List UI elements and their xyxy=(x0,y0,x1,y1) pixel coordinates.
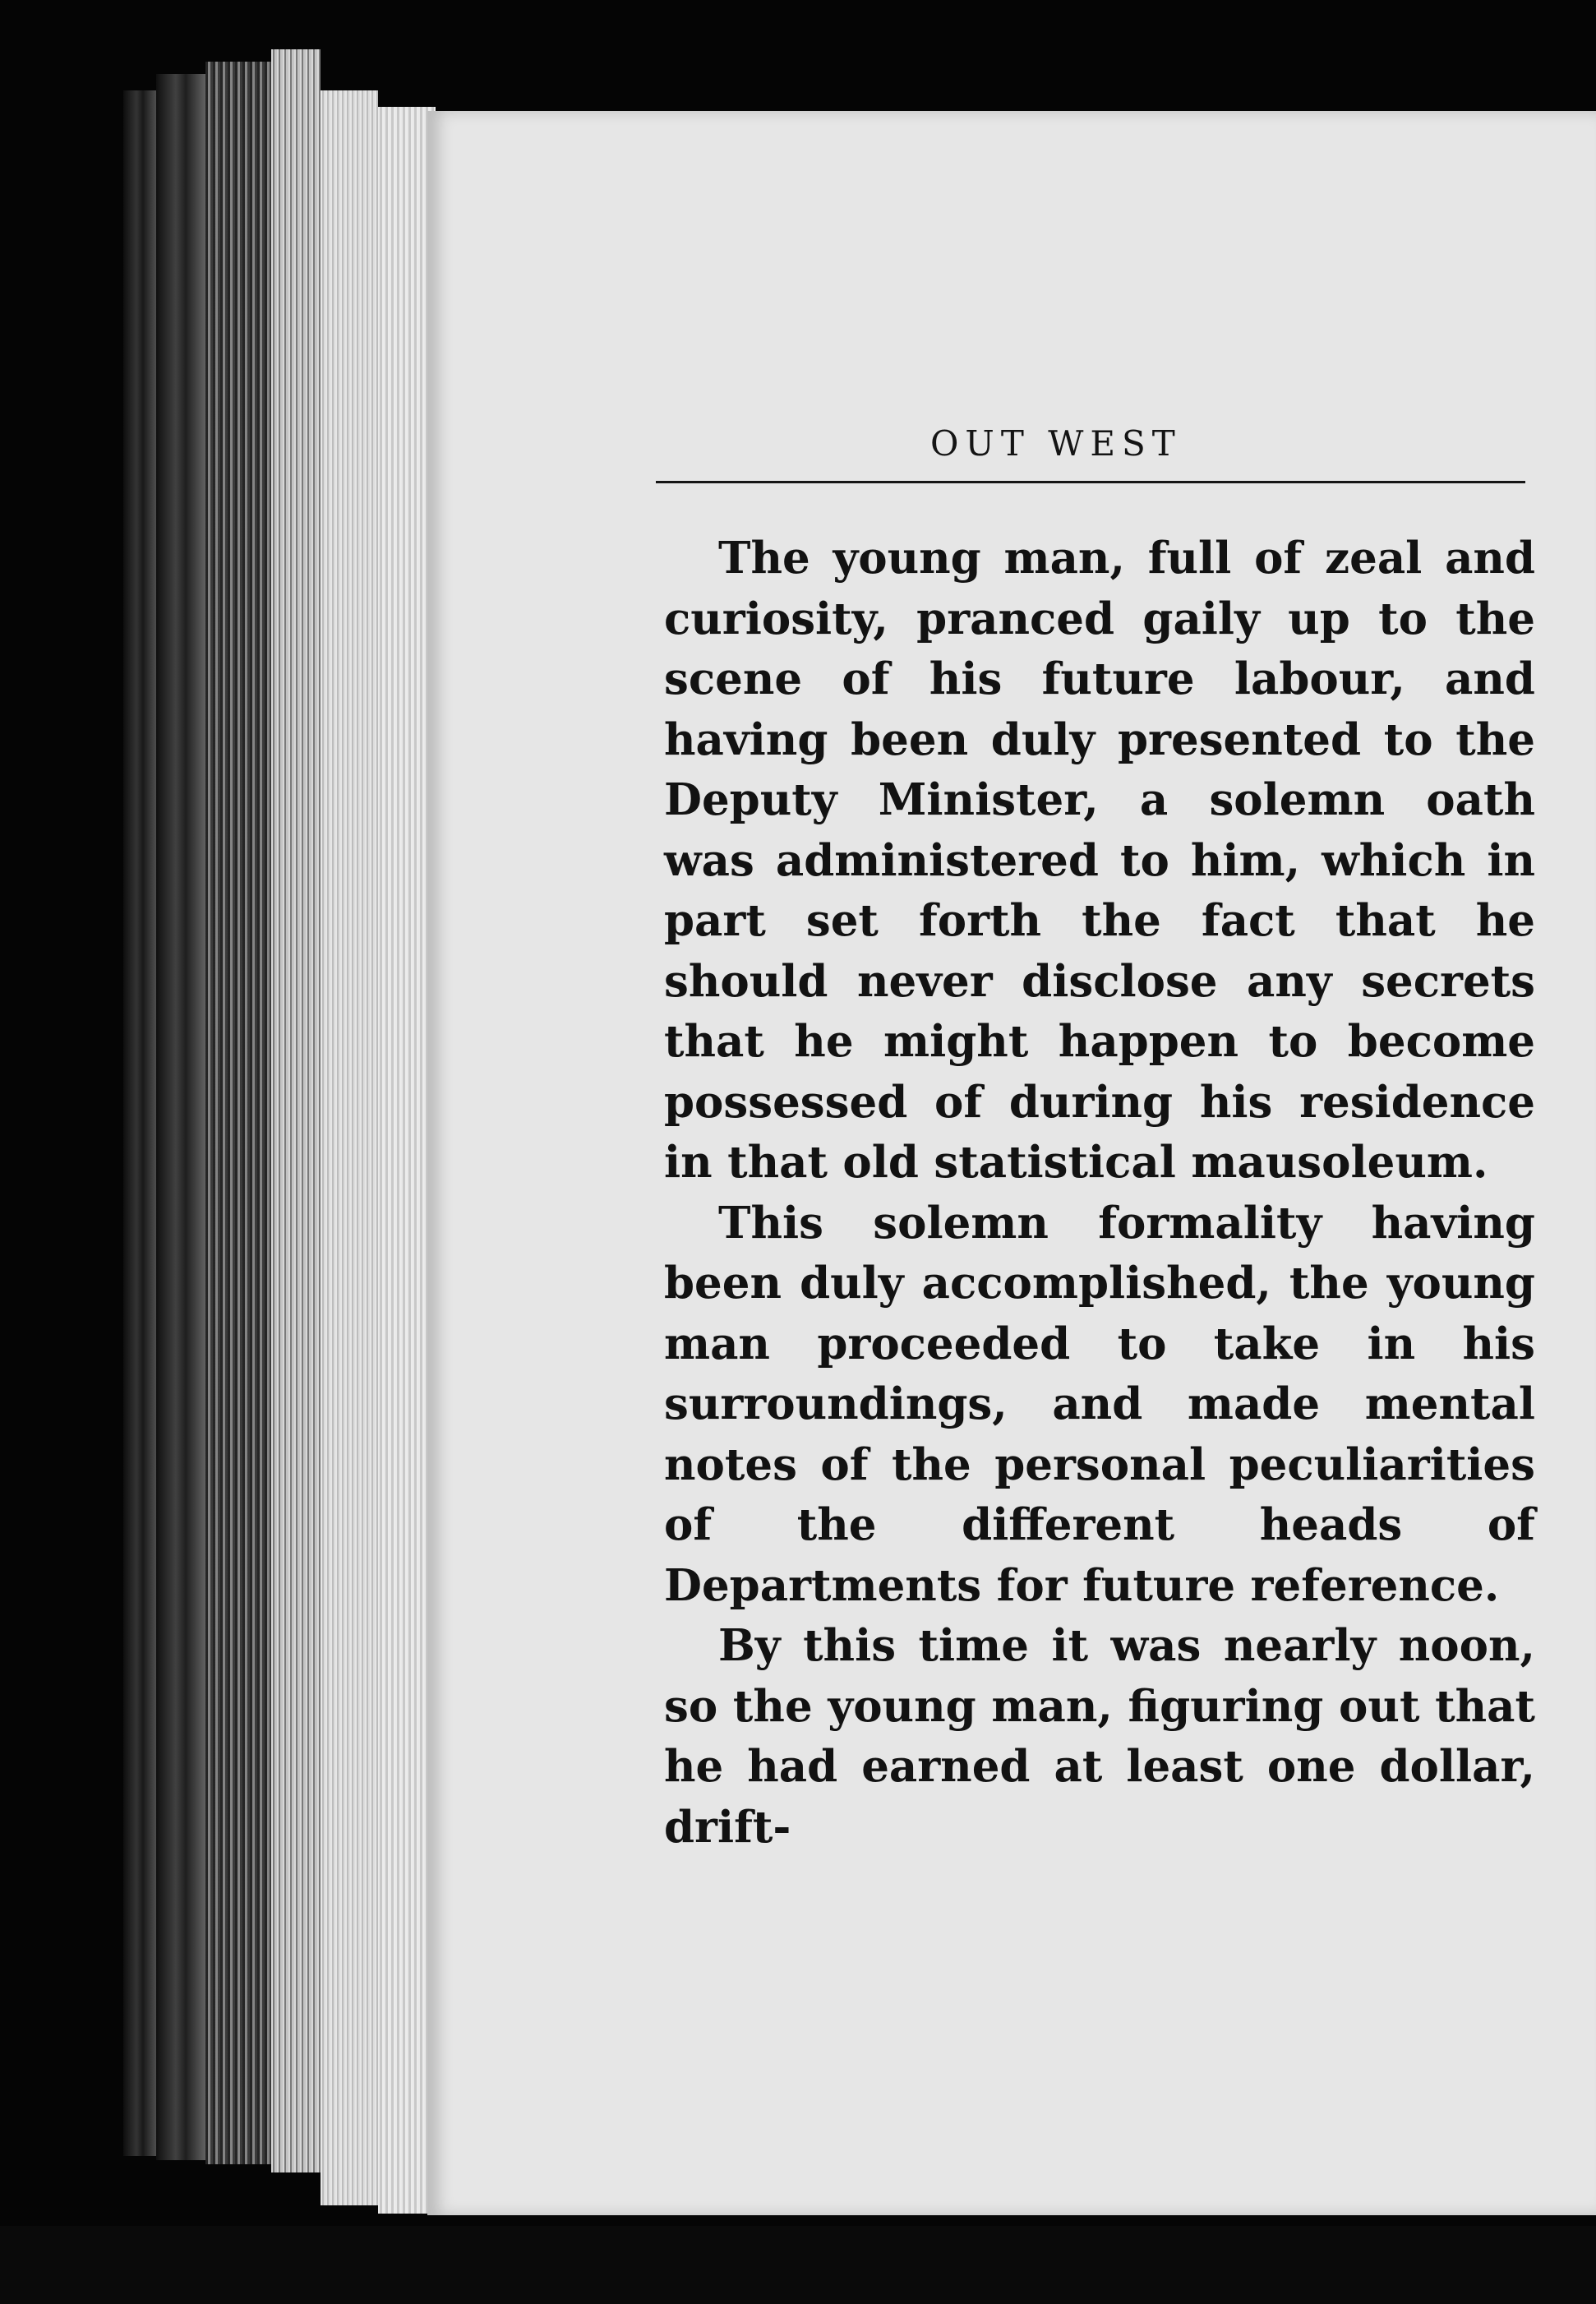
page-body xyxy=(664,529,1535,1858)
paragraph: This solemn formality having been duly accomplished, the young man proceeded to take in his surroundings, and made mental notes of the personal peculiarities of the different heads of Departments for future reference. xyxy=(664,1197,1535,1611)
paragraph: By this time it was nearly noon, so the young man, figuring out that he had earned at least one dollar, drift- xyxy=(664,1620,1535,1853)
page-edge xyxy=(156,74,205,2160)
page-edge xyxy=(123,90,156,2156)
page-edge xyxy=(321,90,378,2205)
book-page xyxy=(427,111,1596,2215)
bottom-shadow xyxy=(0,2226,1596,2304)
running-header-title: OUT WEST xyxy=(930,423,1182,464)
page-edge xyxy=(205,62,271,2164)
header-rule xyxy=(656,481,1525,483)
paragraph: The young man, full of zeal and curiosity, pranced gaily up to the scene of his future labour, and having been duly presented to the Deputy Minister, a solemn oath was administered to him, which in part set forth the fact that he should never disclose any secrets that he might happen to become possessed of during his residence in that old statistical mausoleum. xyxy=(664,533,1535,1188)
page-edge xyxy=(271,49,321,2172)
